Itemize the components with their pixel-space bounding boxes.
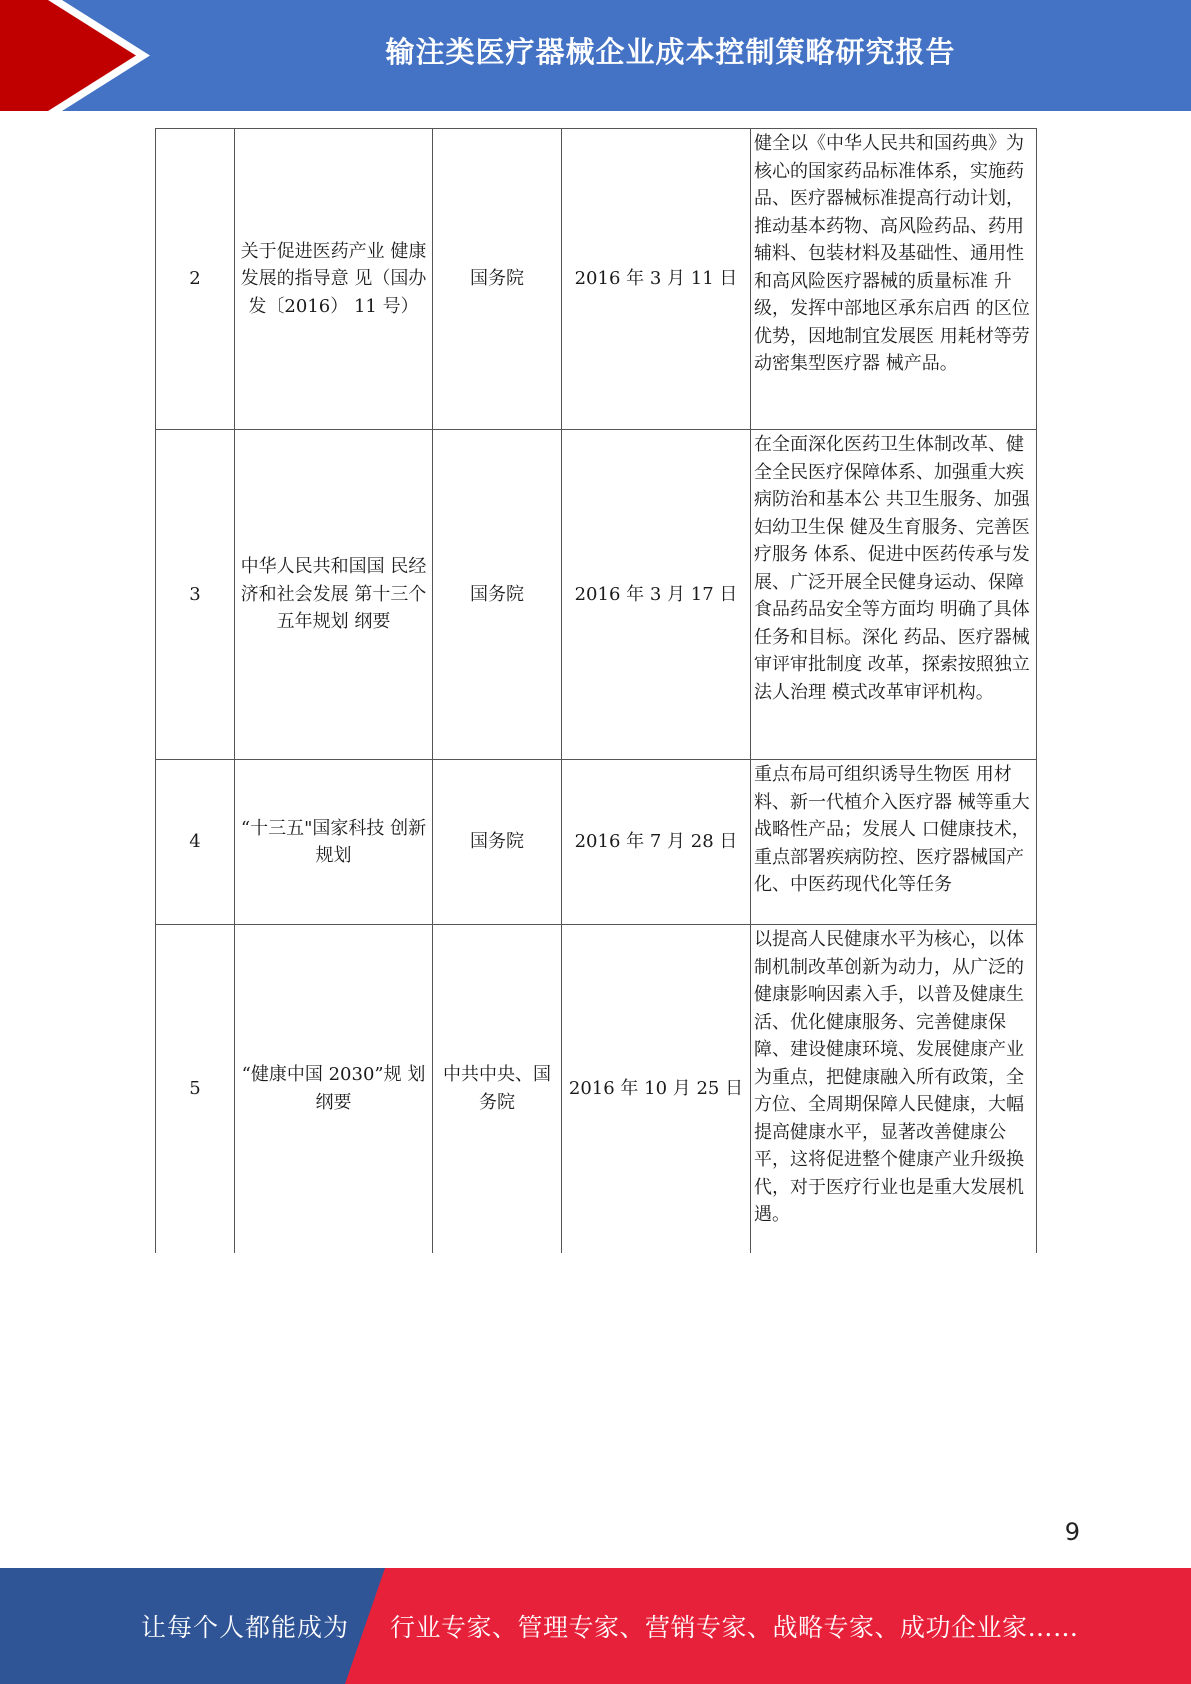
table-row <box>156 430 1037 760</box>
row-number: 2 <box>156 129 235 430</box>
policy-content: 重点布局可组织诱导生物医 用材料、新一代植介入医疗器 械等重大战略性产品；发展人 口健康技术，重点部署疾病防控、医疗器械国产化、中医药现代化等任务 <box>751 760 1037 925</box>
policy-name: “健康中国 2030”规 划纲要 <box>235 925 433 1253</box>
issuer: 国务院 <box>433 129 562 430</box>
report-title: 输注类医疗器械企业成本控制策略研究报告 <box>385 34 956 69</box>
page-number: 9 <box>1064 1518 1080 1546</box>
issue-date: 2016 年 3 月 11 日 <box>562 129 751 430</box>
issuer: 国务院 <box>433 430 562 760</box>
table-row <box>156 925 1037 1253</box>
policy-name: 关于促进医药产业 健康发展的指导意 见（国办发〔2016） 11 号） <box>235 129 433 430</box>
policy-name: “十三五"国家科技 创新规划 <box>235 760 433 925</box>
footer-slogan-left: 让每个人都能成为 <box>140 1613 349 1642</box>
issuer: 国务院 <box>433 760 562 925</box>
policy-content: 以提高人民健康水平为核心，以体制机制改革创新为动力，从广泛的健康影响因素入手，以普及健康生活、优化健康服务、完善健康保障、建设健康环境、发展健康产业为重点，把健康融入所有政策，全方位、全周期保障人民健康，大幅提高健康水平，显著改善健康公平，这将促进整个健康产业升级换代，对于医疗行业也是重大发展机遇。 <box>751 925 1037 1253</box>
policy-content: 健全以《中华人民共和国药典》为核心的国家药品标准体系，实施药品、医疗器械标准提高行动计划，推动基本药物、高风险药品、药用辅料、包装材料及基础性、通用性和高风险医疗器械的质量标准 升级，发挥中部地区承东启西 的区位优势，因地制宜发展医 用耗材等劳动密集型医疗器 械产品。 <box>751 129 1037 430</box>
issue-date: 2016 年 7 月 28 日 <box>562 760 751 925</box>
policy-table <box>155 128 1037 1253</box>
footer-slogan-right: 行业专家、管理专家、营销专家、战略专家、成功企业家…… <box>390 1613 1079 1642</box>
issue-date: 2016 年 3 月 17 日 <box>562 430 751 760</box>
red-chevron-icon <box>0 0 160 111</box>
row-number: 4 <box>156 760 235 925</box>
row-number: 5 <box>156 925 235 1253</box>
issuer: 中共中央、国务院 <box>433 925 562 1253</box>
table-row <box>156 760 1037 925</box>
table-row <box>156 129 1037 430</box>
page-header <box>0 0 1191 111</box>
policy-content: 在全面深化医药卫生体制改革、健全全民医疗保障体系、加强重大疾病防治和基本公 共卫生服务、加强妇幼卫生保 健及生育服务、完善医疗服务 体系、促进中医药传承与发 展、广泛开展全民健身运动、保障食品药品安全等方面均 明确了具体任务和目标。深化 药品、医疗器械审评审批制度 改革，探索按照独立法人治理 模式改革审评机构。 <box>751 430 1037 760</box>
page-footer <box>0 1568 1191 1684</box>
row-number: 3 <box>156 430 235 760</box>
issue-date: 2016 年 10 月 25 日 <box>562 925 751 1253</box>
policy-name: 中华人民共和国国 民经济和社会发展 第十三个五年规划 纲要 <box>235 430 433 760</box>
